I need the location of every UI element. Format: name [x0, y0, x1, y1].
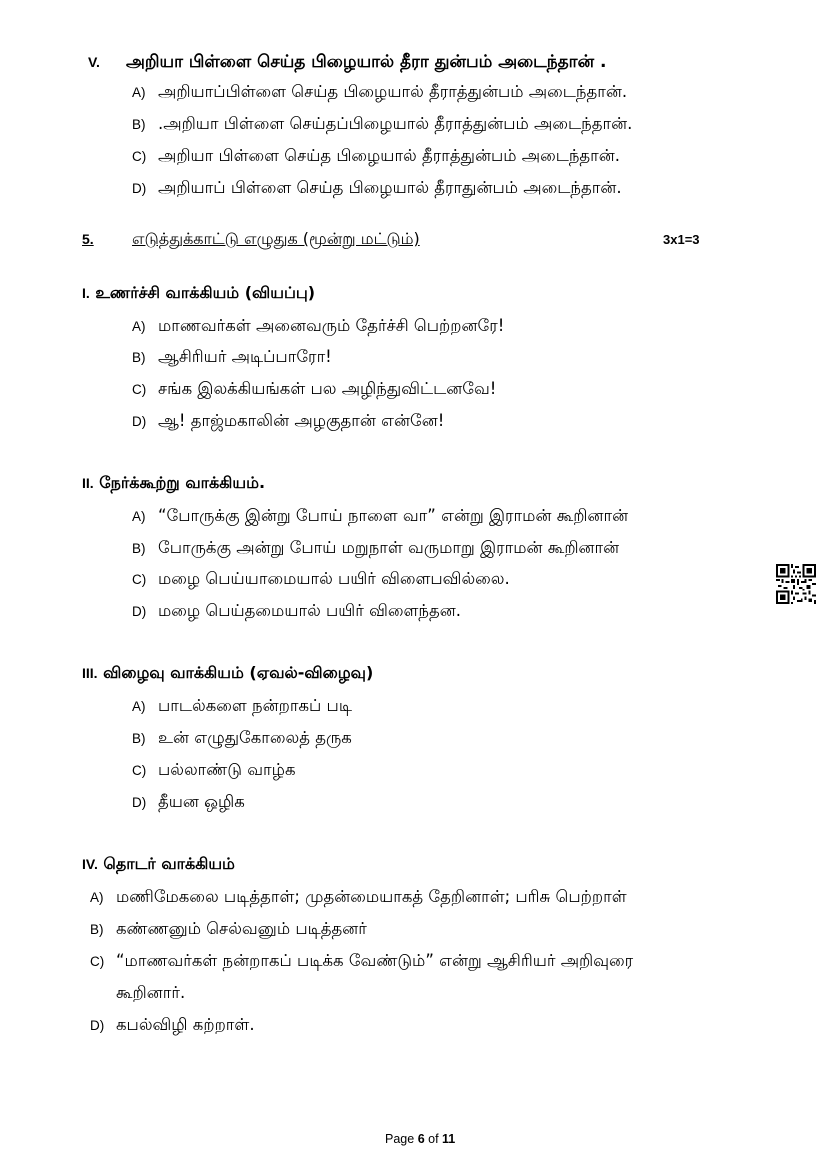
question-sentence: அறியா பிள்ளை செய்த பிழையால் தீரா துன்பம் அடைந்தான் .: [126, 52, 607, 72]
option-letter: D): [132, 181, 147, 196]
option-text: அறியாப்பிள்ளை செய்த பிழையால் தீராத்துன்பம் அடைந்தான்.: [158, 82, 628, 101]
section-number: III.: [82, 665, 98, 681]
option-row: [132, 178, 622, 200]
option-text: மழை பெய்யாமையால் பயிர் விளைபவில்லை.: [158, 569, 510, 588]
option-text: கண்ணனும் செல்வனும் படித்தனர்: [116, 919, 367, 938]
section-heading: [82, 283, 315, 304]
option-text: ஆசிரியர் அடிப்பாரோ!: [158, 347, 332, 366]
option-row: [132, 569, 510, 591]
page-total: 11: [442, 1132, 456, 1146]
question-title: எடுத்துக்காட்டு எழுதுக (மூன்று மட்டும்): [132, 229, 420, 248]
option-row: [132, 379, 496, 401]
section-heading: [82, 473, 265, 494]
option-letter: B): [90, 922, 104, 937]
option-letter: A): [132, 319, 146, 334]
option-letter: D): [90, 1018, 105, 1033]
option-row: [90, 1015, 255, 1037]
option-text: பாடல்களை நன்றாகப் படி: [158, 696, 352, 715]
section-title: தொடர் வாக்கியம்: [103, 854, 235, 873]
option-row: [90, 951, 633, 973]
page-footer: [385, 1132, 455, 1146]
option-row: [132, 538, 619, 560]
option-text: மழை பெய்தமையால் பயிர் விளைந்தன.: [158, 601, 461, 620]
option-letter: A): [132, 509, 146, 524]
of-word: of: [428, 1132, 439, 1146]
option-row: [132, 82, 627, 104]
option-letter: B): [132, 350, 146, 365]
option-text: தீயன ஒழிக: [158, 792, 245, 811]
page-word: Page: [385, 1132, 415, 1146]
option-text: உன் எழுதுகோலைத் தருக: [158, 728, 352, 747]
option-letter: D): [132, 795, 147, 810]
option-text-continued: கூறினார்.: [116, 983, 186, 1002]
option-text: சங்க இலக்கியங்கள் பல அழிந்துவிட்டனவே!: [158, 379, 497, 398]
section-heading: [82, 854, 235, 875]
option-letter: C): [90, 954, 105, 969]
option-row: [132, 506, 628, 528]
option-letter: B): [132, 731, 146, 746]
option-letter: A): [132, 699, 146, 714]
option-row: [132, 696, 352, 718]
option-letter: C): [132, 572, 147, 587]
marks-label: 3x1=3: [663, 232, 700, 247]
option-letter: C): [132, 382, 147, 397]
option-text: பல்லாண்டு வாழ்க: [158, 760, 296, 779]
option-text: அறியாப் பிள்ளை செய்த பிழையால் தீராதுன்பம் அடைந்தான்.: [158, 178, 622, 197]
option-text: கபல்விழி கற்றாள்.: [116, 1015, 255, 1034]
question-number: V.: [88, 54, 100, 70]
section-number: IV.: [82, 856, 98, 872]
option-text: மணிமேகலை படித்தாள்; முதன்மையாகத் தேறினாள்; பரிசு பெற்றாள்: [116, 887, 627, 906]
option-letter: B): [132, 117, 146, 132]
option-row: [132, 347, 332, 369]
option-row: [132, 601, 461, 623]
option-text: “போருக்கு இன்று போய் நாளை வா” என்று இராமன் கூறினான்: [158, 506, 629, 525]
page-number: 6: [417, 1132, 425, 1146]
option-letter: C): [132, 149, 147, 164]
option-text: ஆ! தாஜ்மகாலின் அழகுதான் என்னே!: [158, 411, 445, 430]
section-title: நேர்க்கூற்று வாக்கியம்.: [99, 473, 266, 492]
section-number: I.: [82, 285, 90, 301]
option-text: “மாணவர்கள் நன்றாகப் படிக்க வேண்டும்” என்று ஆசிரியர் அறிவுரை: [116, 951, 634, 970]
option-letter: B): [132, 541, 146, 556]
option-letter: A): [132, 85, 146, 100]
question-v-heading: [88, 52, 606, 74]
option-row: [132, 114, 632, 136]
section-title: உணர்ச்சி வாக்கியம் (வியப்பு): [95, 283, 316, 302]
option-row: [132, 760, 296, 782]
option-row: [132, 728, 352, 750]
section-heading: [82, 663, 373, 684]
qr-code-icon: [776, 564, 816, 604]
option-row: [90, 919, 367, 941]
option-text: .அறியா பிள்ளை செய்தப்பிழையால் தீராத்துன்பம் அடைந்தான்.: [158, 114, 633, 133]
option-row: [132, 146, 620, 168]
option-row: [132, 792, 245, 814]
section-title: விழைவு வாக்கியம் (ஏவல்-விழைவு): [103, 663, 374, 682]
option-letter: D): [132, 604, 147, 619]
option-row: [132, 411, 444, 433]
option-letter: A): [90, 890, 104, 905]
option-text: மாணவர்கள் அனைவரும் தேர்ச்சி பெற்றனரே!: [158, 316, 505, 335]
question-5-heading: [82, 229, 420, 250]
option-text: அறியா பிள்ளை செய்த பிழையால் தீராத்துன்பம் அடைந்தான்.: [158, 146, 621, 165]
section-number: II.: [82, 475, 94, 491]
option-letter: D): [132, 414, 147, 429]
question-number: 5.: [82, 231, 94, 247]
option-letter: C): [132, 763, 147, 778]
option-text: போருக்கு அன்று போய் மறுநாள் வருமாறு இராமன் கூறினான்: [158, 538, 620, 557]
option-row: [132, 316, 504, 338]
option-row: [90, 887, 627, 909]
